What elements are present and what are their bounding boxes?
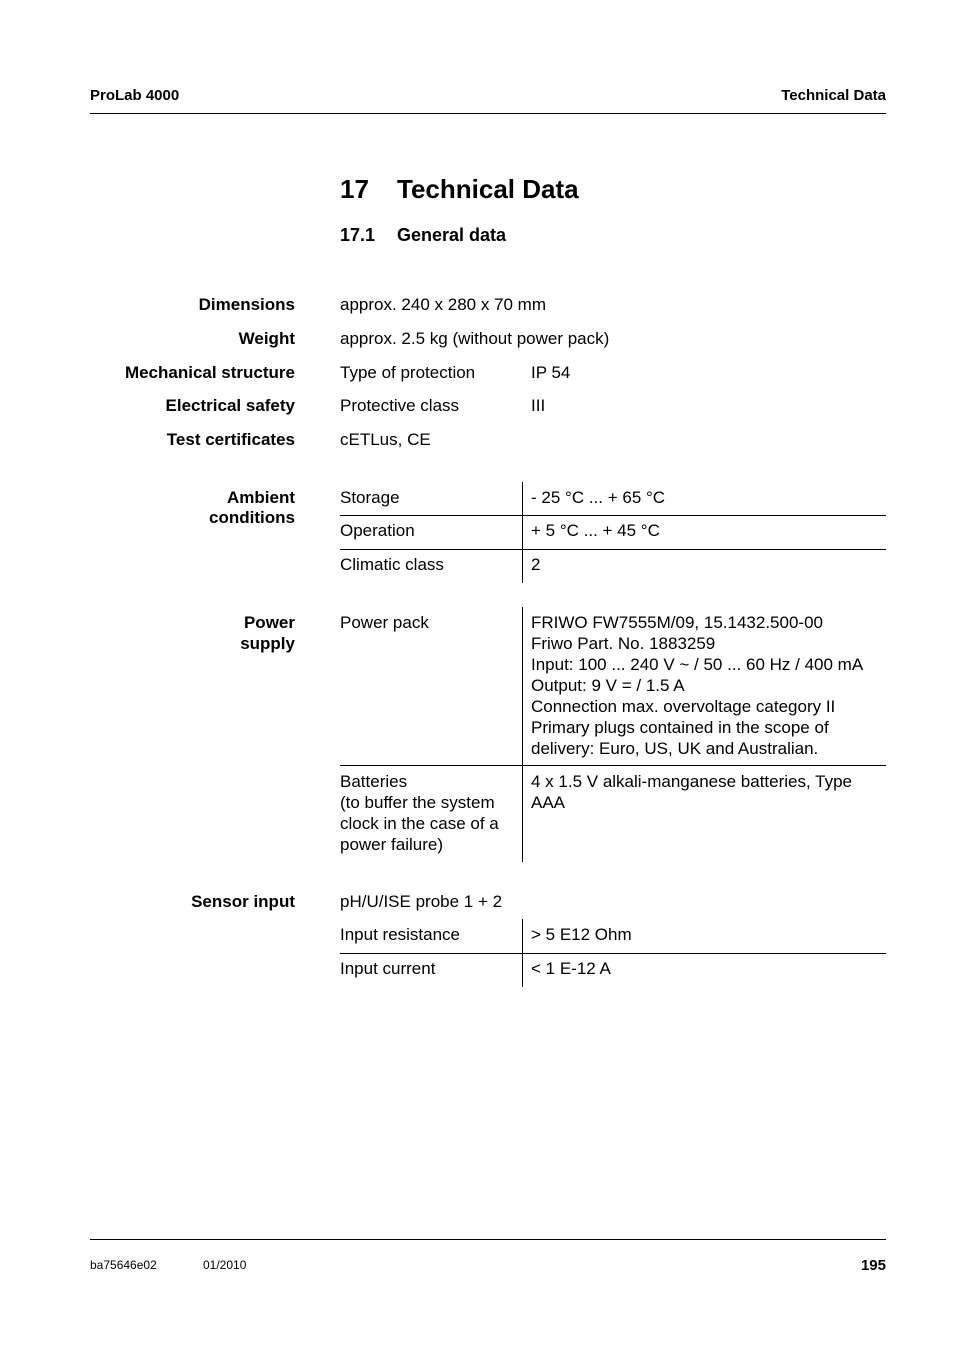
footer-doc-id: ba75646e02 — [90, 1258, 157, 1272]
ambient-value-climatic-class: 2 — [531, 555, 541, 574]
ambient-value-operation: + 5 °C ... + 45 °C — [531, 521, 660, 540]
power-batteries-key-line: clock in the case of a — [340, 814, 499, 833]
label-power-line2: supply — [240, 634, 295, 653]
ambient-key-climatic-class: Climatic class — [340, 555, 444, 574]
value-type-of-protection: IP 54 — [531, 363, 571, 382]
value-dimensions: approx. 240 x 280 x 70 mm — [340, 295, 547, 314]
label-test-certificates: Test certificates — [166, 430, 295, 449]
label-ambient-line2: conditions — [209, 508, 295, 527]
power-batteries-key-line: (to buffer the system — [340, 793, 495, 812]
power-pack-line: Connection max. overvoltage category II — [531, 697, 836, 716]
power-pack-line: Primary plugs contained in the scope of — [531, 718, 829, 737]
ambient-key-operation: Operation — [340, 521, 415, 540]
power-batteries-key-line: power failure) — [340, 835, 443, 854]
power-row-rule — [340, 765, 886, 766]
footer-date: 01/2010 — [203, 1258, 247, 1272]
power-batteries-value-line: AAA — [531, 793, 566, 812]
sensor-intro: pH/U/ISE probe 1 + 2 — [340, 892, 503, 911]
sensor-value-input-current: < 1 E-12 A — [531, 959, 611, 978]
page-number: 195 — [860, 1257, 886, 1274]
sensor-key-input-current: Input current — [340, 959, 436, 978]
sensor-value-input-resistance: > 5 E12 Ohm — [531, 925, 632, 944]
header-section-name: Technical Data — [781, 87, 886, 104]
section-title: General data — [397, 225, 507, 245]
value-protective-class: III — [531, 396, 546, 415]
label-weight: Weight — [238, 329, 295, 348]
power-key-pack: Power pack — [340, 613, 429, 632]
header-product-name: ProLab 4000 — [90, 87, 180, 104]
sensor-row-rule — [340, 953, 886, 954]
key-type-of-protection: Type of protection — [340, 363, 476, 382]
ambient-row-rule — [340, 549, 886, 550]
chapter-title: Technical Data — [397, 174, 579, 204]
label-dimensions: Dimensions — [198, 295, 295, 314]
power-pack-line: FRIWO FW7555M/09, 15.1432.500-00 — [531, 613, 823, 632]
footer-rule — [90, 1239, 886, 1240]
power-pack-line: Friwo Part. No. 1883259 — [531, 634, 716, 653]
label-power-line1: Power — [243, 613, 295, 632]
header-rule — [90, 113, 886, 114]
label-sensor-input: Sensor input — [191, 892, 295, 911]
label-electrical-safety: Electrical safety — [165, 396, 295, 415]
value-test-certificates: cETLus, CE — [340, 430, 431, 449]
label-mechanical-structure: Mechanical structure — [124, 363, 295, 382]
power-table-divider — [522, 607, 523, 862]
power-pack-line: delivery: Euro, US, UK and Australian. — [531, 739, 819, 758]
section-number: 17.1 — [340, 225, 376, 245]
key-protective-class: Protective class — [340, 396, 460, 415]
power-batteries-key-line: Batteries — [340, 772, 408, 791]
ambient-table-divider — [522, 482, 523, 583]
ambient-row-rule — [340, 515, 886, 516]
sensor-key-input-resistance: Input resistance — [340, 925, 461, 944]
ambient-key-storage: Storage — [340, 488, 400, 507]
power-pack-line: Input: 100 ... 240 V ~ / 50 ... 60 Hz / 400 mA — [531, 655, 864, 674]
value-weight: approx. 2.5 kg (without power pack) — [340, 329, 610, 348]
power-pack-line: Output: 9 V = / 1.5 A — [531, 676, 685, 695]
label-ambient-line1: Ambient — [227, 488, 295, 507]
ambient-value-storage: - 25 °C ... + 65 °C — [531, 488, 666, 507]
chapter-number: 17 — [340, 174, 369, 204]
power-batteries-value-line: 4 x 1.5 V alkali-manganese batteries, Type — [531, 772, 852, 791]
